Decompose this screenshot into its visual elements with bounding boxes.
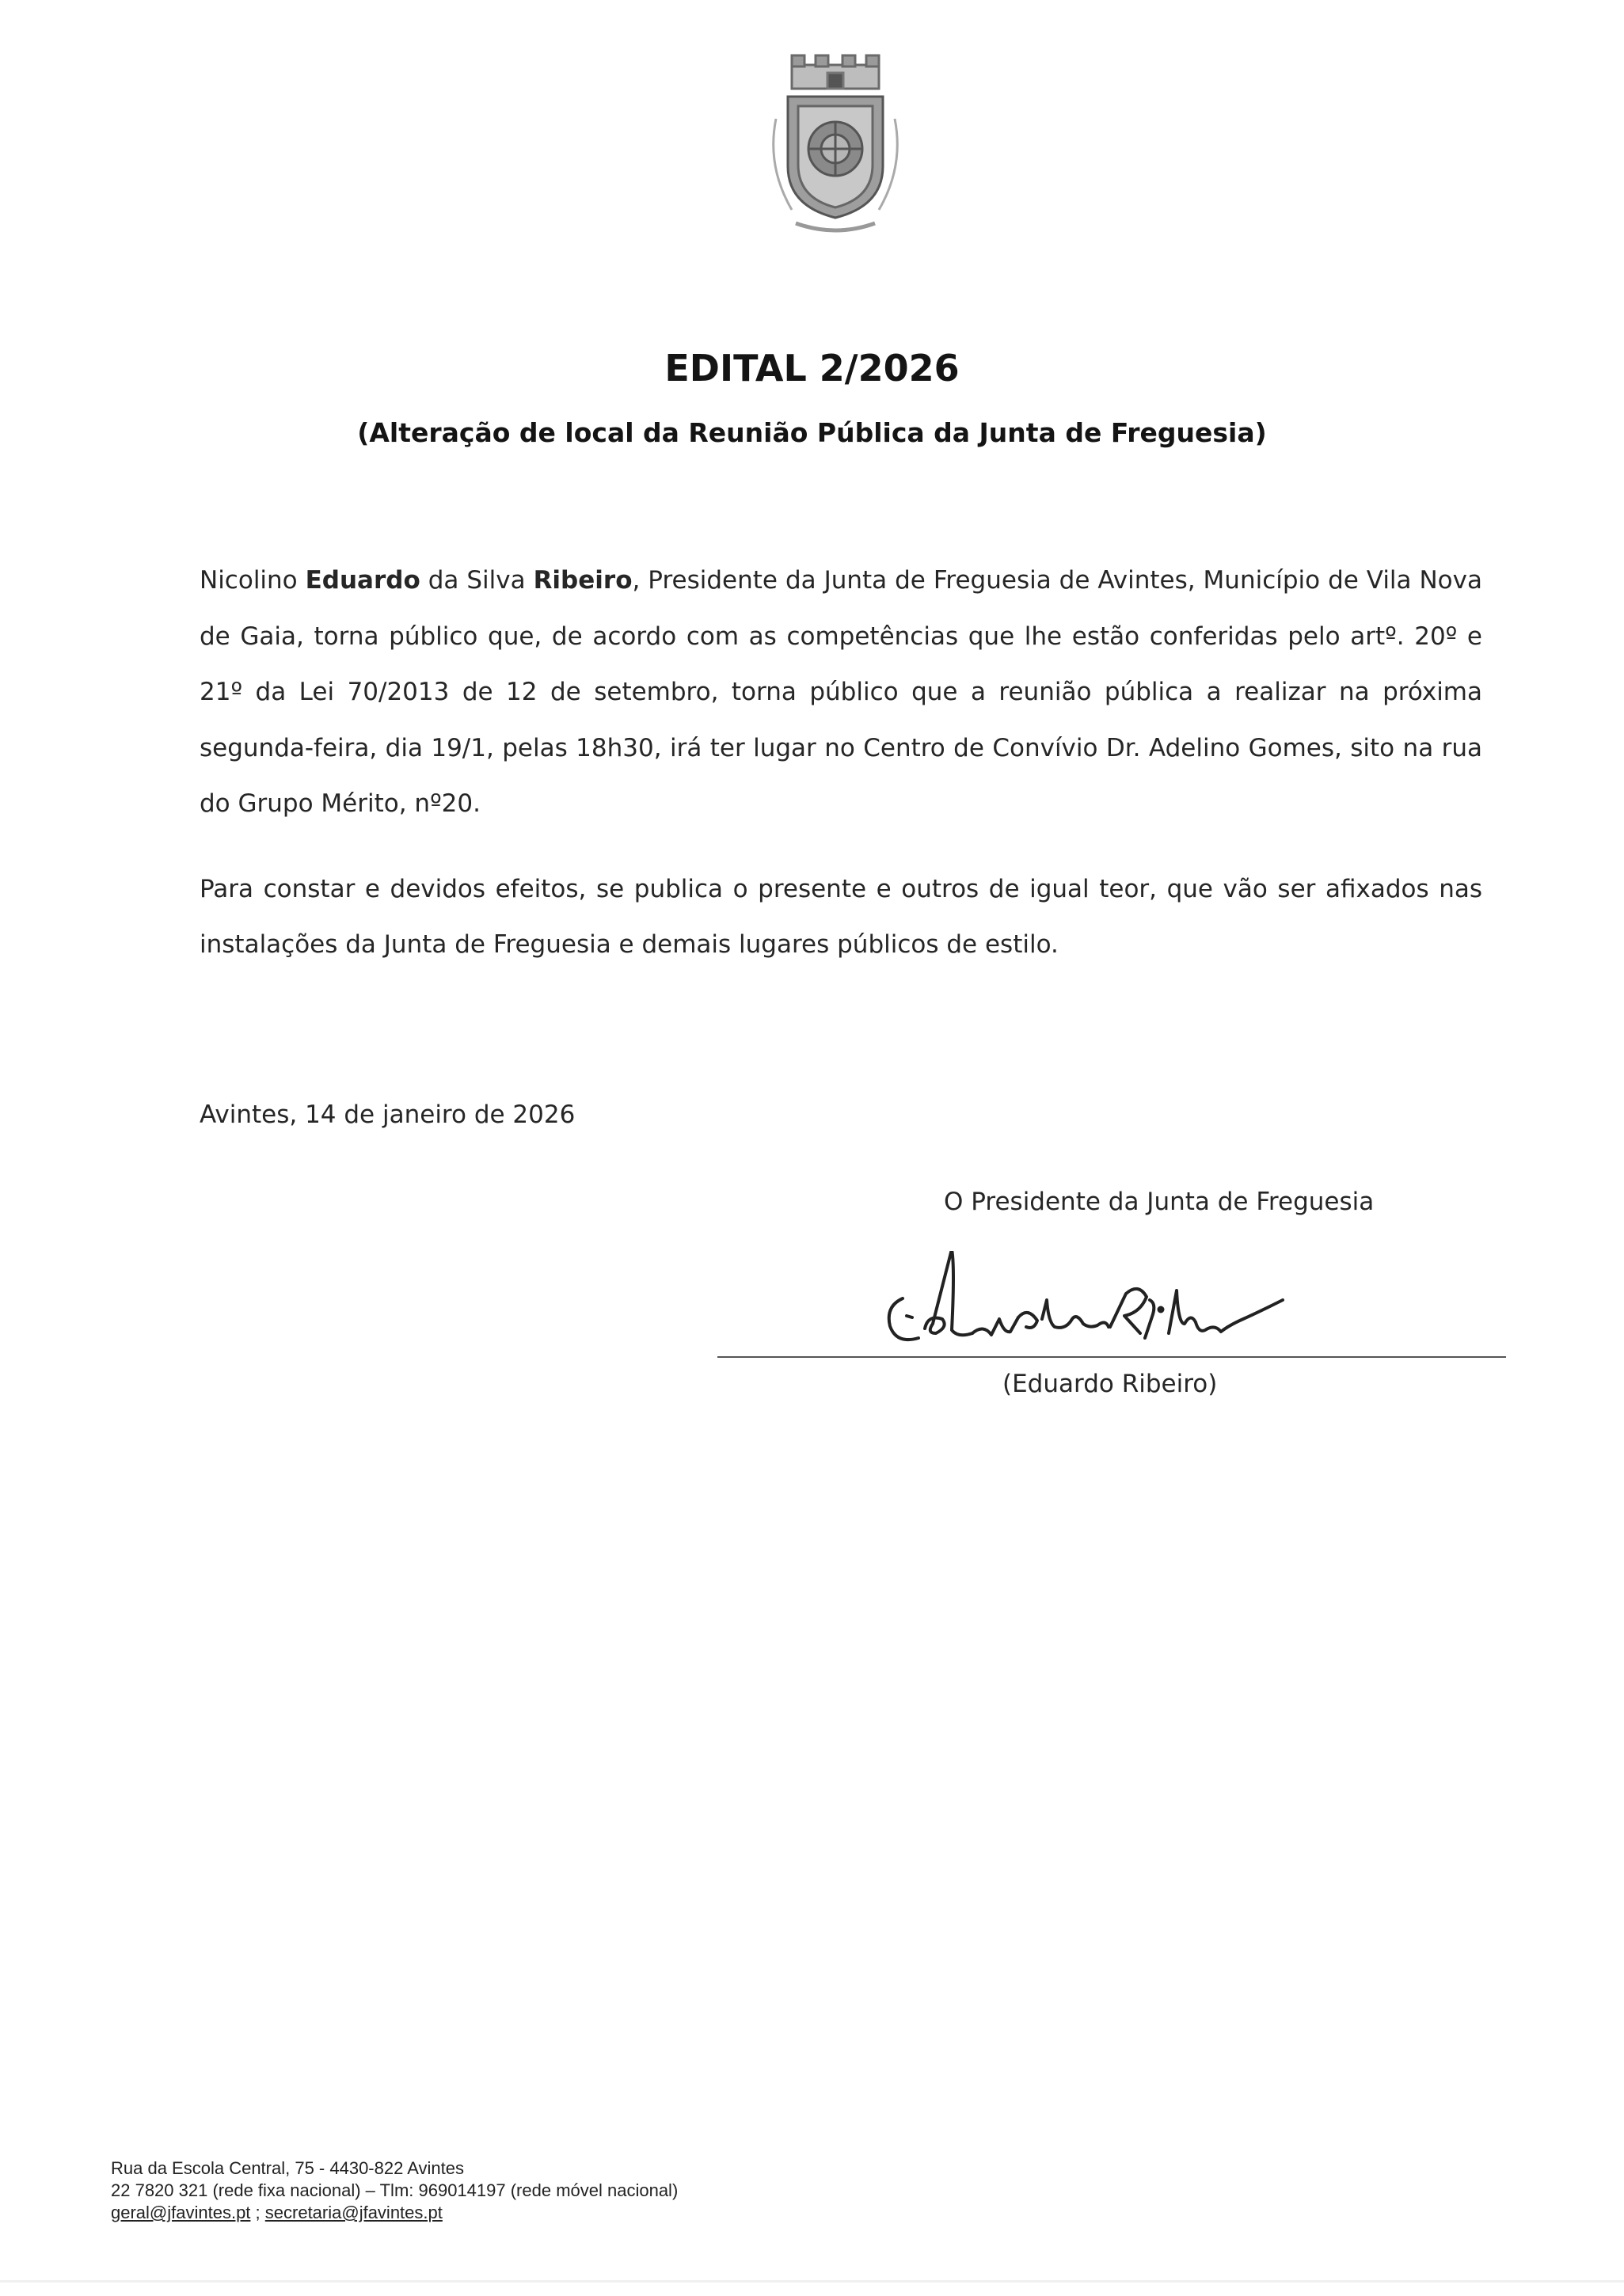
scan-edge-divider xyxy=(0,2280,1624,2283)
coat-of-arms-icon xyxy=(744,48,926,238)
paragraph-text: , Presidente da Junta de Freguesia de Avintes, Município de Vila Nova de Gaia, torna público que, de acordo com as competências que lhe estão conferidas pelo artº. 20º e 21º da Lei 70/2013 de 12 de setembro, torna público que a reunião pública a realizar na próxima segunda-feira, dia 19/1, pelas 18h30, irá ter lugar no Centro de Convívio Dr. Adelino Gomes, sito na rua do Grupo Mérito, nº20. xyxy=(200,566,1482,818)
signatory-name: (Eduardo Ribeiro) xyxy=(1002,1370,1218,1398)
signatory-title: O Presidente da Junta de Freguesia xyxy=(944,1188,1375,1216)
email-link-geral[interactable]: geral@jfavintes.pt xyxy=(111,2203,251,2222)
footer-emails xyxy=(111,2202,678,2224)
document-subtitle: (Alteração de local da Reunião Pública da Junta de Freguesia) xyxy=(357,417,1267,448)
bold-name-ribeiro: Ribeiro xyxy=(533,566,633,595)
place-and-date: Avintes, 14 de janeiro de 2026 xyxy=(200,1100,576,1129)
email-separator: ; xyxy=(250,2203,265,2222)
body-paragraph-2: Para constar e devidos efeitos, se publica o presente e outros de igual teor, que vão ser afixados nas instalações da Junta de Freguesia e demais lugares públicos de estilo. xyxy=(200,875,1482,959)
email-link-secretaria[interactable]: secretaria@jfavintes.pt xyxy=(264,2203,443,2222)
body-paragraph-1 xyxy=(200,553,1482,832)
paragraph-text: da Silva xyxy=(420,566,534,595)
footer-address: Rua da Escola Central, 75 - 4430-822 Avintes xyxy=(111,2158,464,2178)
bold-name-eduardo: Eduardo xyxy=(305,566,420,595)
footer-contact xyxy=(111,2157,678,2224)
handwritten-signature xyxy=(879,1251,1322,1354)
document-title: EDITAL 2/2026 xyxy=(664,347,960,390)
signature-line xyxy=(717,1356,1506,1358)
paragraph-text: Nicolino xyxy=(200,566,306,595)
footer-phones: 22 7820 321 (rede fixa nacional) – Tlm: 969014197 (rede móvel nacional) xyxy=(111,2180,679,2200)
